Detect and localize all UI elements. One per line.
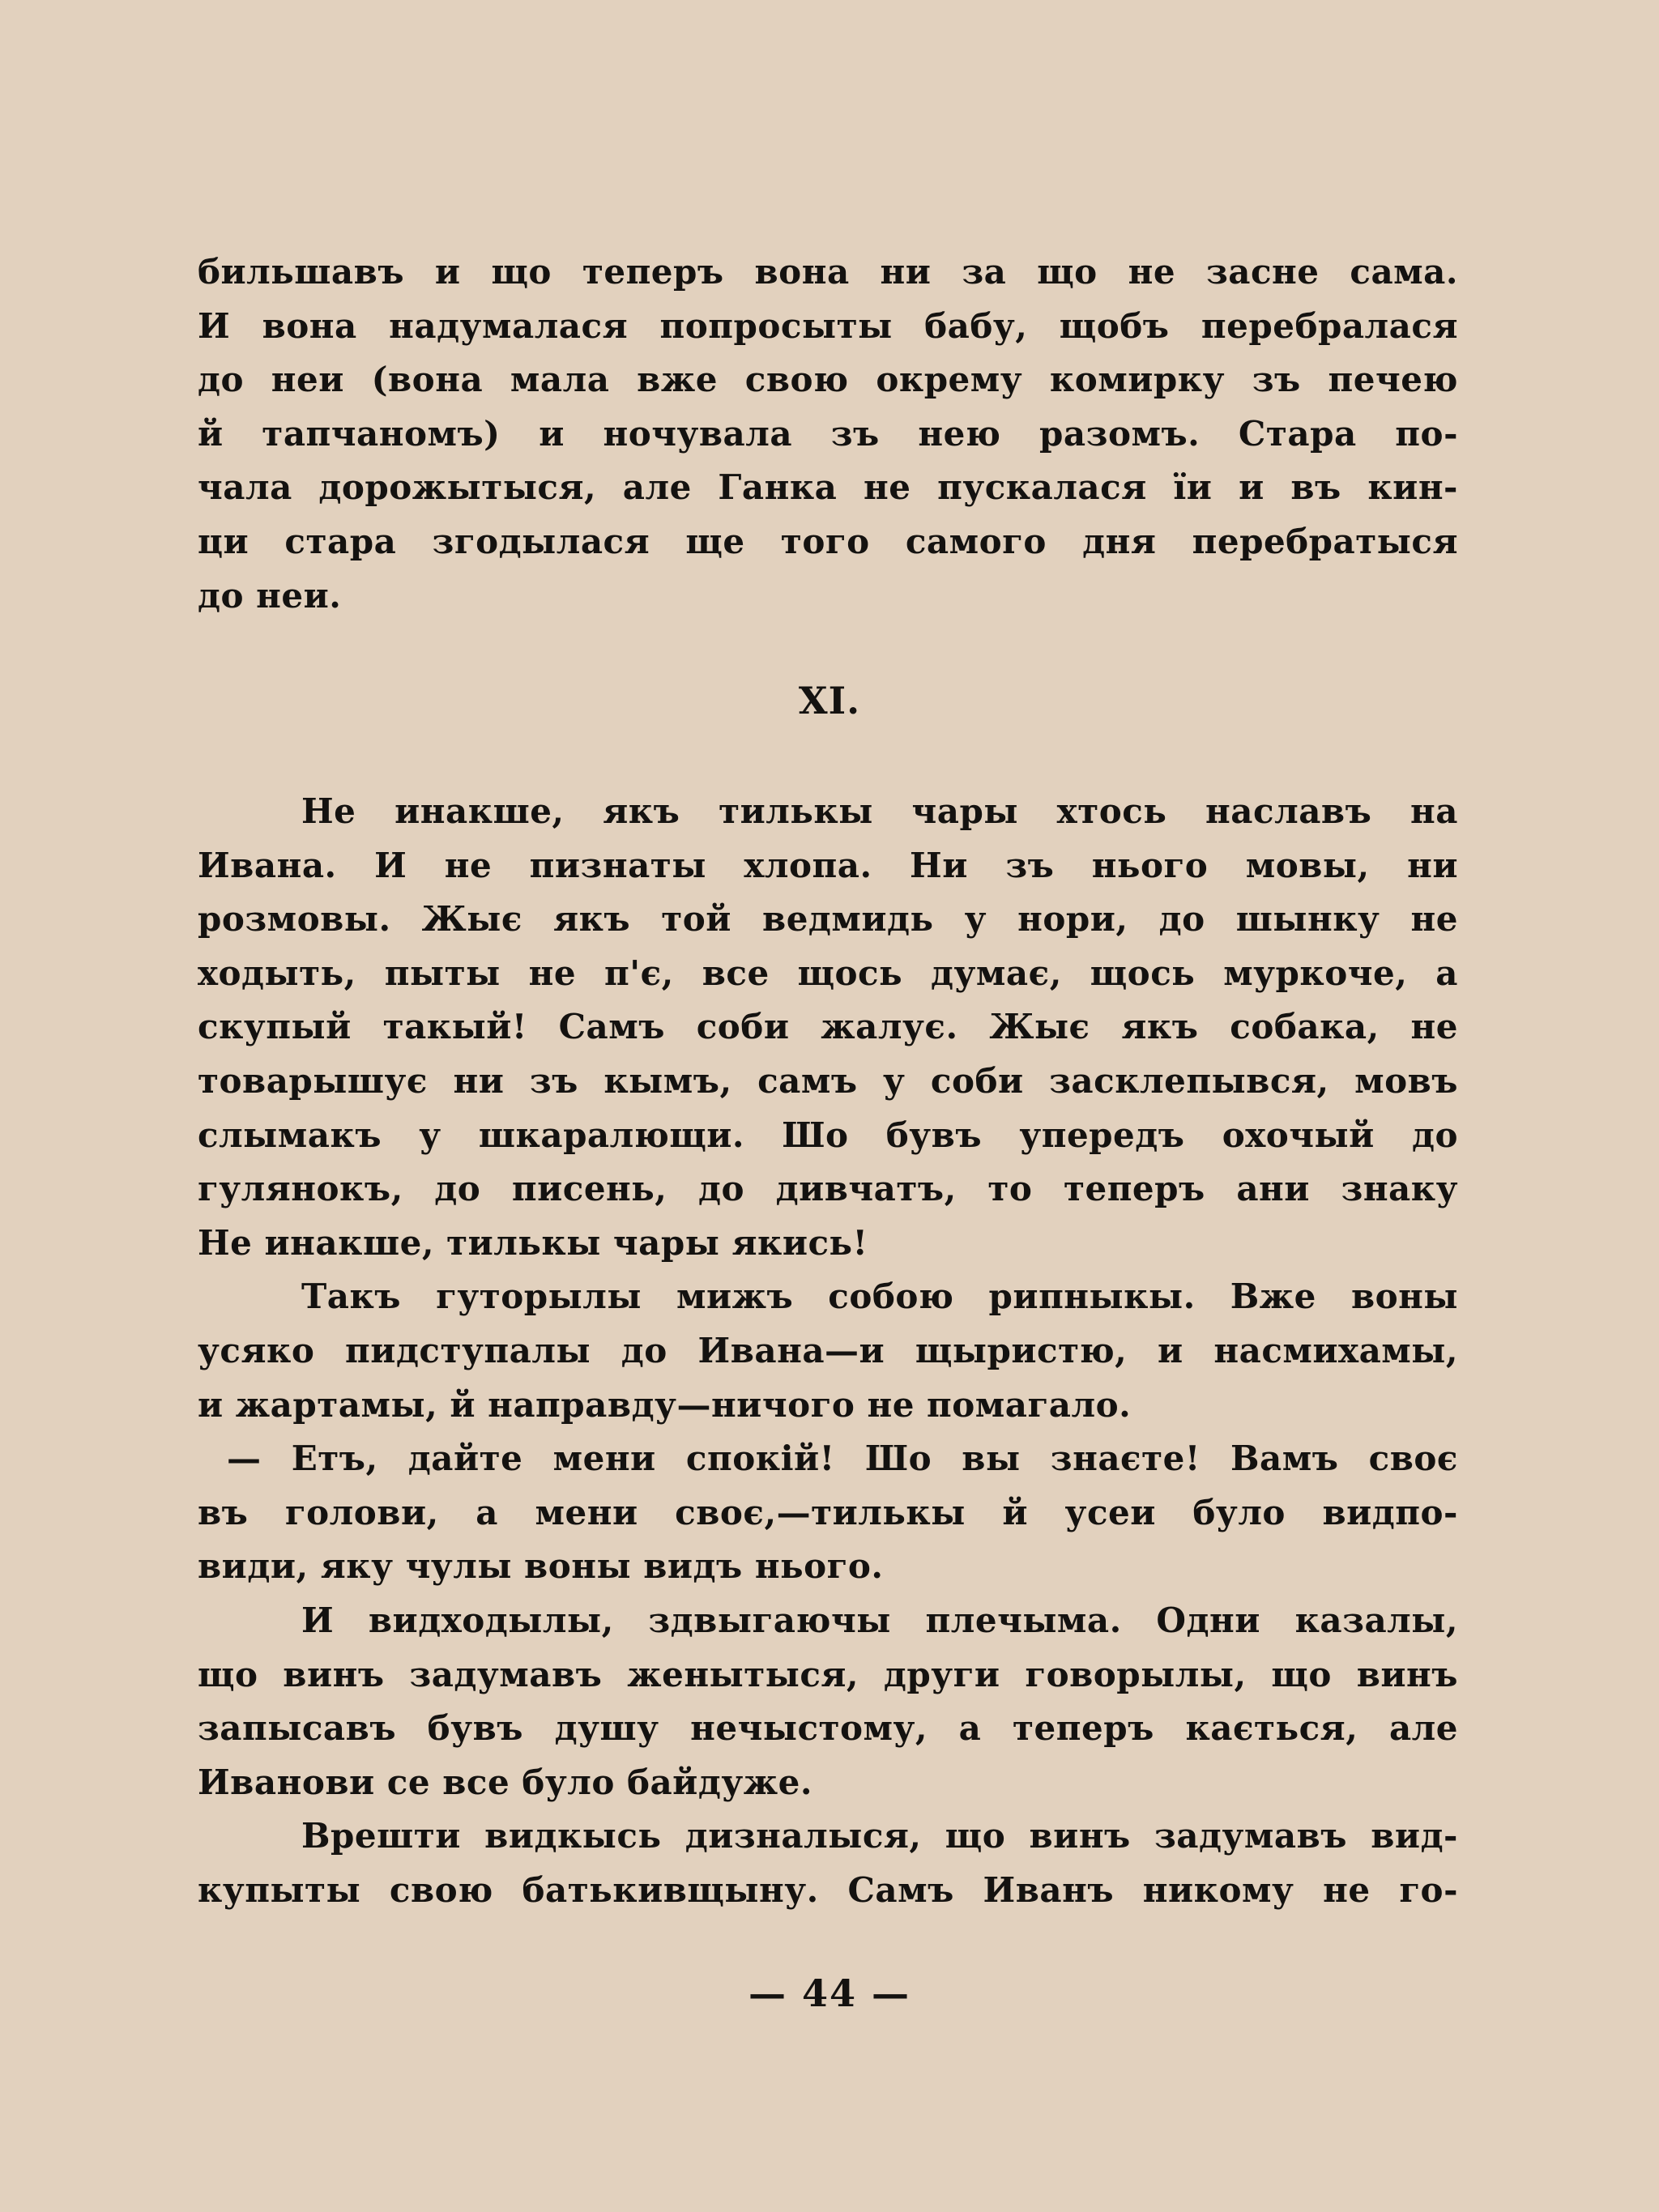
text-line: въ голови, а мени своє,—тилькы й усеи було видпо- [198,1492,1458,1532]
text-line: що винъ задумавъ женытыся, други говорылы, що винъ [198,1654,1458,1694]
text-line: ци стара згодылася ще того самого дня перебратыся [198,521,1458,561]
paragraph [198,1270,1458,1432]
text-line: скупый такый! Самъ соби жалує. Жыє якъ собака, не [198,1007,1458,1047]
text-line: купыты свою батькивщыну. Самъ Иванъ никому не го- [198,1869,1458,1910]
text-line: Не инакше, якъ тилькы чары хтось наславъ на [301,791,1458,831]
text-line: гулянокъ, до писень, до дивчатъ, то теперъ ани знаку [198,1169,1458,1209]
text-line: Ивана. И не пизнаты хлопа. Ни зъ нього мовы, ни [198,845,1458,885]
text-line: Такъ гуторылы мижъ собою рипныкы. Вже воны [301,1276,1458,1317]
continued-paragraph [198,245,1458,623]
text-line: види, яку чулы воны видъ нього. [198,1546,884,1587]
text-line: ходыть, пыты не п'є, все щось думає, щось муркоче, а [198,953,1458,993]
page-number: — 44 — [748,1971,911,2015]
text-line: й тапчаномъ) и ночувала зъ нею разомъ. Стара по- [198,413,1458,454]
text-line: И видходылы, здвыгаючы плечыма. Одни казалы, [301,1600,1458,1640]
dialogue-paragraph [198,1432,1458,1594]
text-line: слымакъ у шкаралющи. Шо бувъ упередъ охочый до [198,1115,1458,1155]
text-line: розмовы. Жыє якъ той ведмидь у нори, до шынку не [198,899,1458,940]
text-line: до неи (вона мала вже свою окрему комирку зъ печею [198,360,1458,400]
text-line: бильшавъ и що теперъ вона ни за що не засне сама. [198,252,1458,292]
text-line: Врешти видкысь дизналыся, що винъ задумавъ вид- [301,1816,1458,1856]
text-line: И вона надумалася попросыты бабу, щобъ перебралася [198,305,1458,346]
text-line: товарышує ни зъ кымъ, самъ у соби засклепывся, мовъ [198,1060,1458,1101]
text-line: Иванови се все було байдуже. [198,1762,812,1802]
text-line: запысавъ бувъ душу нечыстому, а теперъ кається, але [198,1708,1458,1749]
chapter-body [198,785,1458,1917]
text-line: Не инакше, тилькы чары якись! [198,1222,868,1263]
text-line: и жартамы, й направду—ничого не помагало. [198,1384,1132,1425]
paragraph [198,1594,1458,1809]
text-line: до неи. [198,575,342,616]
text-line: усяко пидступалы до Ивана—и щыристю, и насмихамы, [198,1330,1458,1370]
text-line: — Етъ, дайте мени спокій! Шо вы знаєте! Вамъ своє [227,1438,1458,1479]
paragraph [198,1809,1458,1917]
text-line: чала дорожытыся, але Ганка не пускалася їи и въ кин- [198,467,1458,508]
paragraph [198,785,1458,1270]
chapter-heading: XI. [798,679,861,722]
